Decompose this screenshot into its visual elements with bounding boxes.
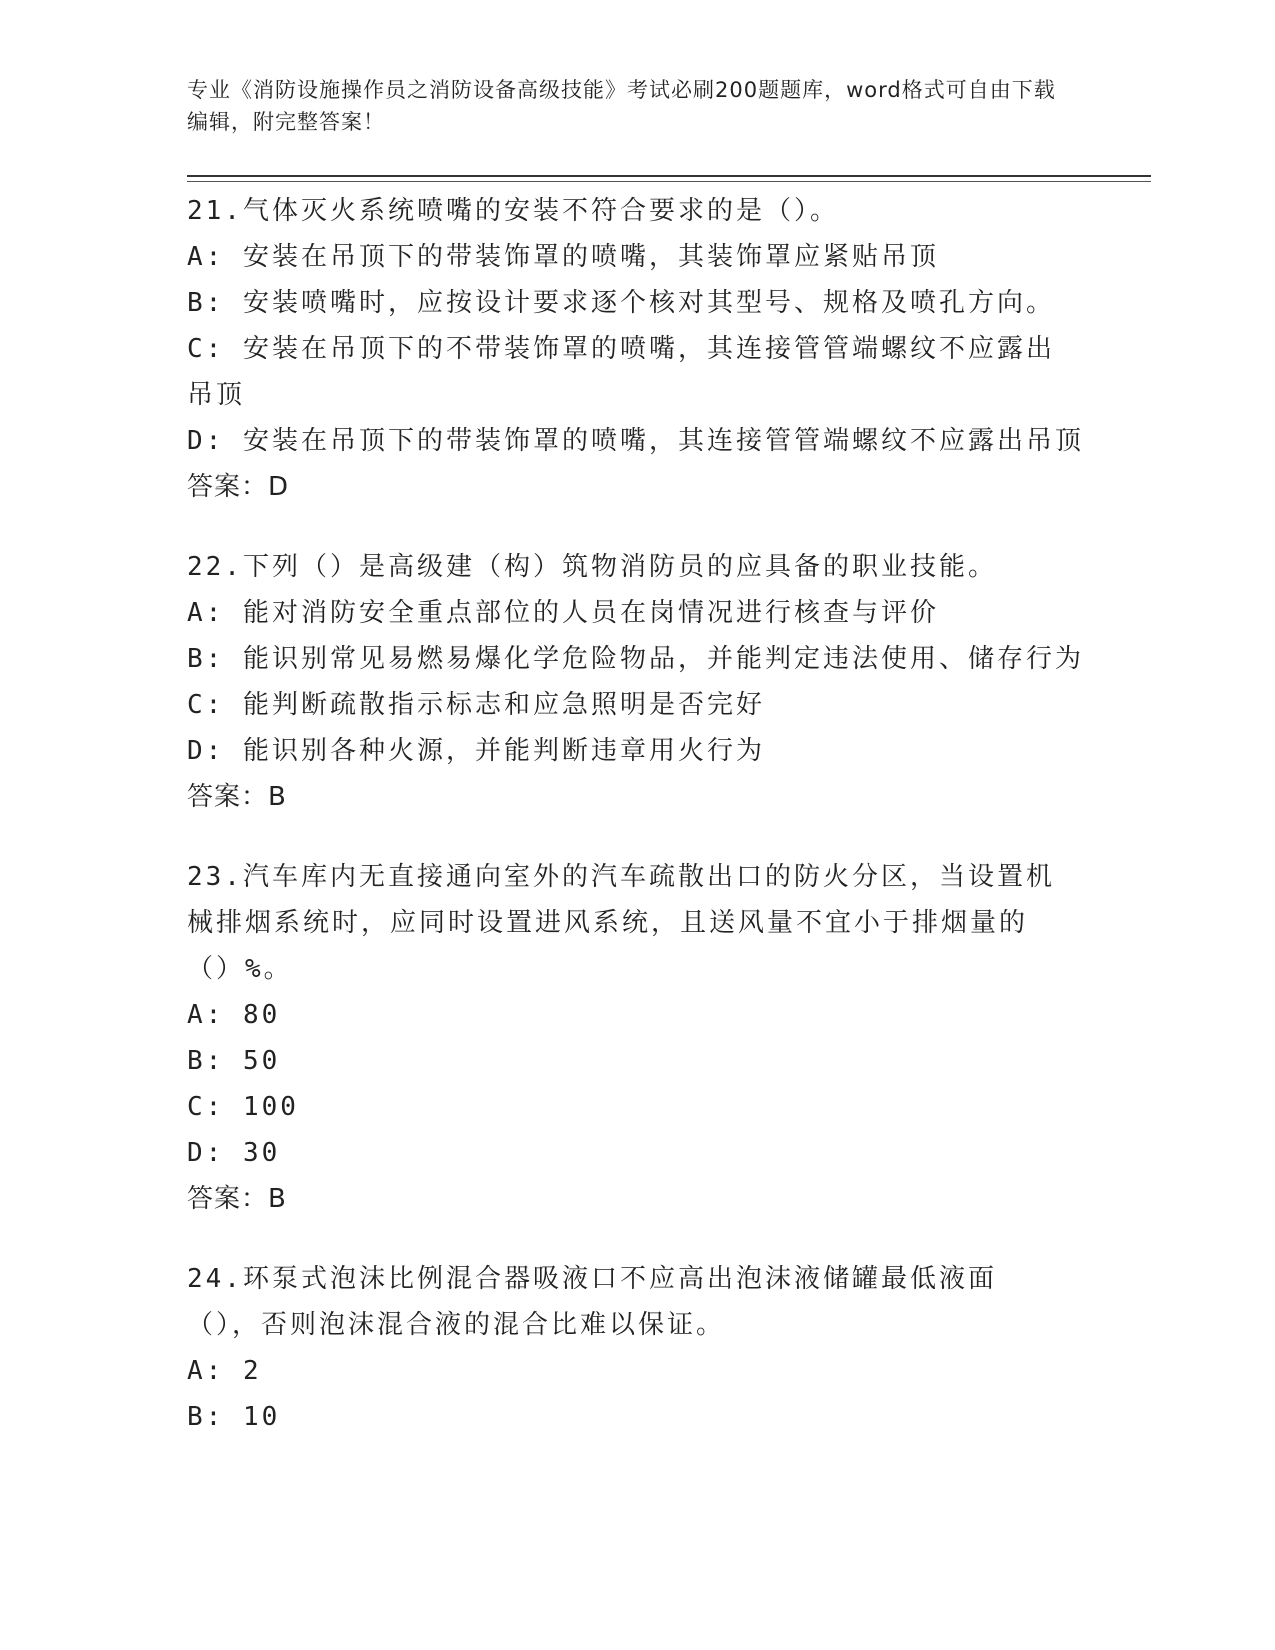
question-stem: 23.汽车库内无直接通向室外的汽车疏散出口的防火分区，当设置机械排烟系统时，应同时设置进风系统，且送风量不宜小于排烟量的（）%。 [187,862,1055,984]
answer-line: 答案：B [187,782,287,812]
option-d: D: 安装在吊顶下的带装饰罩的喷嘴，其连接管管端螺纹不应露出吊顶 [187,426,1084,456]
question-stem: 22.下列（）是高级建（构）筑物消防员的应具备的职业技能。 [187,552,997,582]
option-c: C: 安装在吊顶下的不带装饰罩的喷嘴，其连接管管端螺纹不应露出吊顶 [187,334,1055,410]
header-divider-thin [187,181,1151,182]
header-divider-thick [187,175,1151,177]
question-22 [187,544,1084,820]
answer-line: 答案：B [187,1184,287,1214]
option-a: A: 80 [187,1000,281,1030]
option-a: A: 2 [187,1356,262,1386]
option-b: B: 10 [187,1402,281,1432]
question-24 [187,1256,1067,1440]
answer-line: 答案：D [187,472,290,502]
option-b: B: 安装喷嘴时，应按设计要求逐个核对其型号、规格及喷孔方向。 [187,288,1055,318]
option-d: D: 30 [187,1138,281,1168]
question-23 [187,854,1067,1222]
question-stem: 24.环泵式泡沫比例混合器吸液口不应高出泡沫液储罐最低液面（），否则泡沫混合液的混合比难以保证。 [187,1264,997,1340]
option-c: C: 能判断疏散指示标志和应急照明是否完好 [187,690,765,720]
option-a: A: 安装在吊顶下的带装饰罩的喷嘴，其装饰罩应紧贴吊顶 [187,242,939,272]
option-c: C: 100 [187,1092,299,1122]
option-d: D: 能识别各种火源，并能判断违章用火行为 [187,736,765,766]
option-a: A: 能对消防安全重点部位的人员在岗情况进行核查与评价 [187,598,939,628]
question-21 [187,188,1084,510]
document-header: 专业《消防设施操作员之消防设备高级技能》考试必刷200题题库，word格式可自由下载编辑，附完整答案！ [187,78,1056,134]
option-b: B: 能识别常见易燃易爆化学危险物品，并能判定违法使用、储存行为 [187,644,1084,674]
question-list [187,188,1084,1474]
option-b: B: 50 [187,1046,281,1076]
question-stem: 21.气体灭火系统喷嘴的安装不符合要求的是（）。 [187,196,839,226]
